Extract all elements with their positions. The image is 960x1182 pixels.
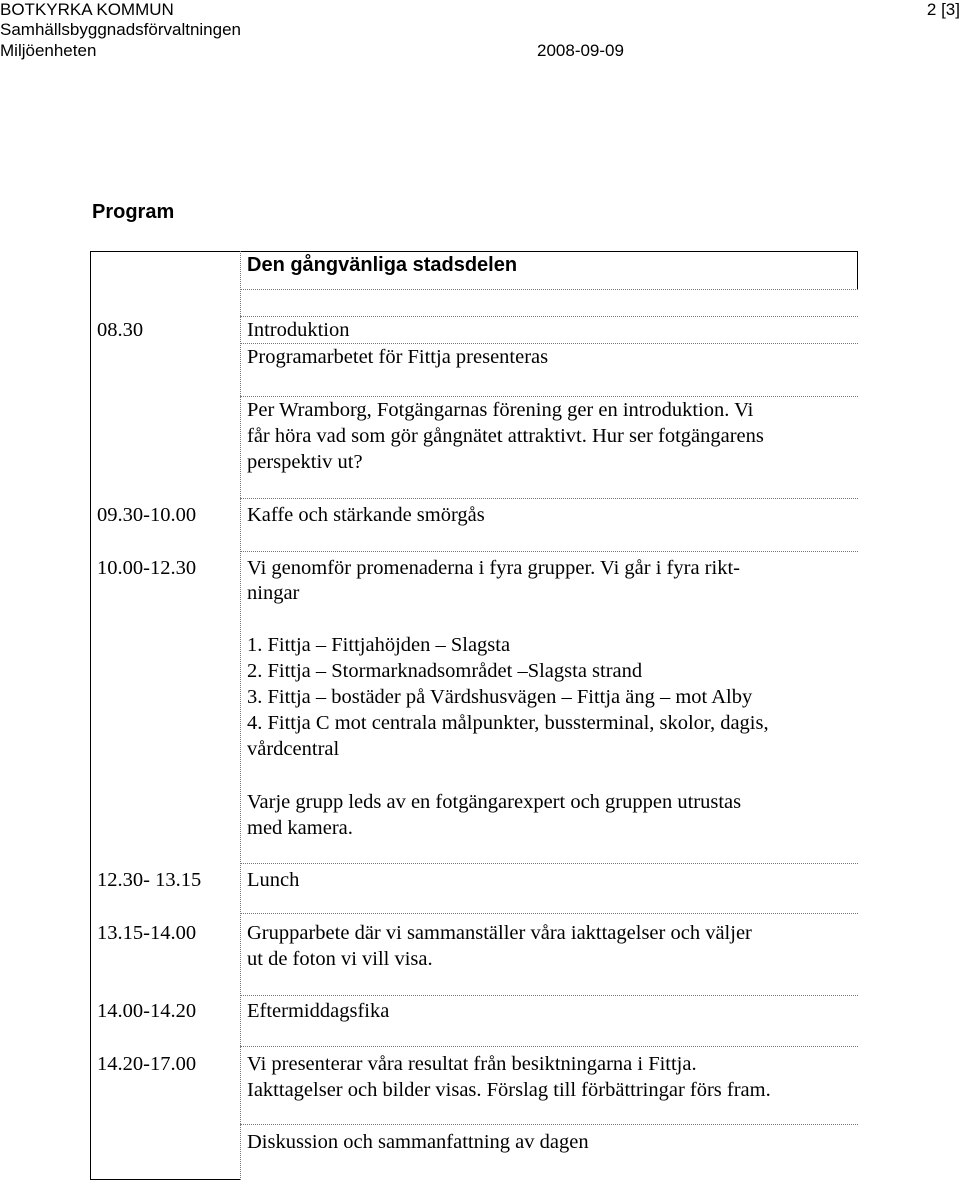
route-item: 1. Fittja – Fittjahöjden – Slagsta bbox=[247, 634, 511, 656]
agenda-line: Varje grupp leds av en fotgängarexpert och gruppen utrustas bbox=[247, 791, 742, 813]
agenda-line: Iakttagelser och bilder visas. Förslag till förbättringar förs fram. bbox=[247, 1079, 771, 1101]
agenda-line: Grupparbete där vi sammanställer våra iakttagelser och väljer bbox=[247, 922, 752, 944]
table-bottom-border bbox=[90, 1179, 240, 1180]
agenda-line: Eftermiddagsfika bbox=[247, 1000, 390, 1022]
row-divider bbox=[240, 1124, 858, 1125]
agenda-line: Vi genomför promenaderna i fyra grupper. Vi går i fyra rikt- bbox=[247, 557, 740, 579]
route-item: 4. Fittja C mot centrala målpunkter, bussterminal, skolor, dagis, bbox=[247, 712, 769, 734]
row-divider bbox=[240, 995, 858, 996]
department-name: Samhällsbyggnadsförvaltningen bbox=[0, 20, 241, 39]
agenda-line: Programarbetet för Fittja presenteras bbox=[247, 346, 549, 368]
row-divider bbox=[240, 863, 858, 864]
agenda-line: Introduktion bbox=[247, 319, 350, 341]
route-item: vårdcentral bbox=[247, 738, 340, 760]
agenda-line: perspektiv ut? bbox=[247, 451, 363, 473]
agenda-line: Kaffe och stärkande smörgås bbox=[247, 504, 485, 526]
table-left-border bbox=[90, 251, 91, 1180]
program-heading: Program bbox=[92, 201, 175, 223]
page-number: 2 [3] bbox=[926, 0, 960, 19]
time-slot: 09.30-10.00 bbox=[97, 504, 197, 526]
agenda-line: Per Wramborg, Fotgängarnas förening ger en introduktion. Vi bbox=[247, 399, 754, 421]
agenda-line: får höra vad som gör gångnätet attraktivt. Hur ser fotgängarens bbox=[247, 425, 764, 447]
table-right-border bbox=[857, 251, 858, 289]
time-slot: 12.30- 13.15 bbox=[97, 869, 202, 891]
row-divider bbox=[240, 913, 858, 914]
time-slot: 14.00-14.20 bbox=[97, 1000, 197, 1022]
agenda-line: ningar bbox=[247, 582, 300, 604]
agenda-line: ut de foton vi vill visa. bbox=[247, 948, 433, 970]
document-date: 2008-09-09 bbox=[537, 41, 624, 60]
column-divider bbox=[240, 251, 241, 1180]
time-slot: 14.20-17.00 bbox=[97, 1053, 197, 1075]
time-slot: 10.00-12.30 bbox=[97, 557, 197, 579]
agenda-line: Diskussion och sammanfattning av dagen bbox=[247, 1131, 589, 1153]
row-divider bbox=[240, 498, 858, 499]
organization-name: BOTKYRKA KOMMUN bbox=[0, 0, 174, 19]
unit-name: Miljöenheten bbox=[0, 41, 97, 60]
agenda-line: med kamera. bbox=[247, 817, 353, 839]
agenda-line: Vi presenterar våra resultat från besiktningarna i Fittja. bbox=[247, 1053, 697, 1075]
route-item: 2. Fittja – Stormarknadsområdet –Slagsta strand bbox=[247, 660, 643, 682]
route-item: 3. Fittja – bostäder på Värdshusvägen – Fittja äng – mot Alby bbox=[247, 686, 753, 708]
row-divider bbox=[240, 1046, 858, 1047]
program-title: Den gångvänliga stadsdelen bbox=[247, 254, 518, 276]
agenda-line: Lunch bbox=[247, 869, 300, 891]
row-divider bbox=[240, 289, 858, 290]
table-top-border bbox=[90, 251, 858, 252]
time-slot: 13.15-14.00 bbox=[97, 922, 197, 944]
row-divider bbox=[240, 551, 858, 552]
time-slot: 08.30 bbox=[97, 319, 144, 341]
